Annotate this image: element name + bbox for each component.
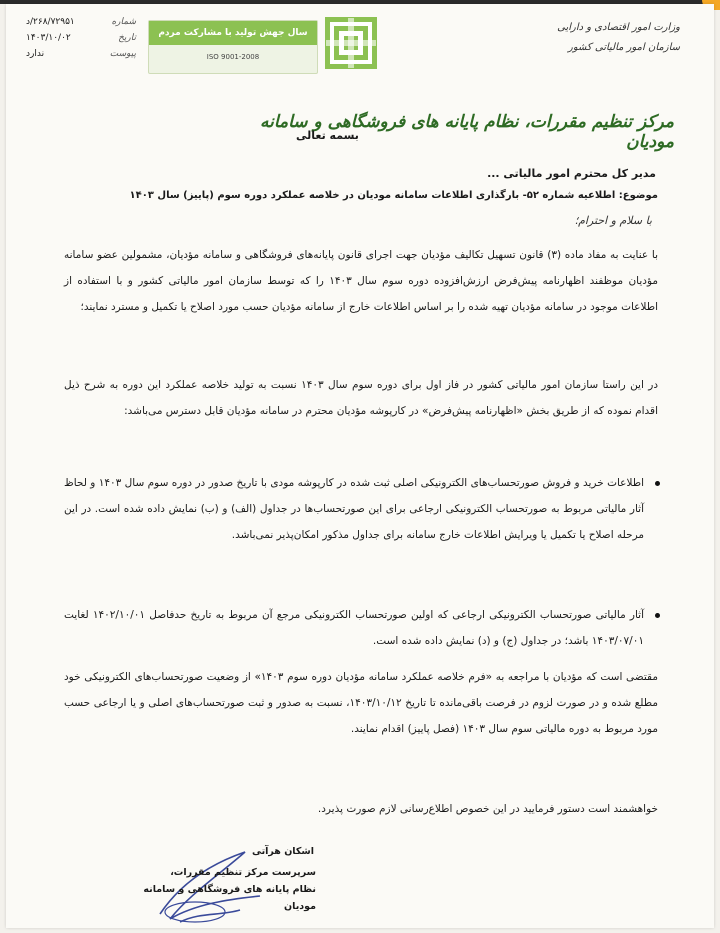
bismillah: بسمه تعالی xyxy=(296,129,359,142)
ministry-name: وزارت امور اقتصادی و دارایی xyxy=(557,22,680,33)
paragraph-closing: خواهشمند است دستور فرمایید در این خصوص اطلاع‌رسانی لازم صورت پذیرد. xyxy=(317,803,658,815)
paragraph-instruction: مقتضی است که مؤدیان با مراجعه به «فرم خلاصه عملکرد سامانه مؤدیان دوره سوم ۱۴۰۳» از وضعیت صورتحساب‌های الکترونیکی خود مطلع شده و در صورت لزوم در فرصت باقی‌مانده تا تاریخ ۱۴۰۳/۱۰/۱۲، نسبت به صدور و ثبت صورتحساب‌های اصلی و یا ارجاعی حسب مورد مربوط به دوره مالیاتی سوم سال ۱۴۰۳ (فصل پاییز) اقدام نمایند. xyxy=(64,671,658,735)
meta-attachment-label: پیوست xyxy=(109,49,136,59)
greeting: با سلام و احترام؛ xyxy=(574,214,652,227)
meta-number-row xyxy=(26,14,136,30)
tax-organization-emblem-icon xyxy=(324,16,378,70)
bullet-text-1: اطلاعات خرید و فروش صورتحساب‌های الکترونیکی اصلی ثبت شده در کارپوشه مودی با تاریخ صدور در دوره سوم سال ۱۴۰۳ و لحاظ آثار مالیاتی مربوط به صورتحساب الکترونیکی ارجاعی برای این صورتحساب‌ها در جداول (الف) و (ب) نمایش داده شده است. در این مرحله اصلاح یا تکمیل یا ویرایش اطلاعات خارج سامانه برای جداول مذکور امکان‌پذیر نمی‌باشد. xyxy=(64,477,644,541)
meta-date-value: ۱۴۰۳/۱۰/۰۲ xyxy=(26,33,71,43)
meta-date-row xyxy=(26,30,136,46)
signatory-role-line-1: سرپرست مرکز تنظیم مقررات، xyxy=(170,867,316,878)
bullet-text-2: آثار مالیاتی صورتحساب الکترونیکی ارجاعی که اولین صورتحساب الکترونیکی مرجع آن مربوط به تاریخ حدفاصل ۱۴۰۲/۱۰/۰۱ لغایت ۱۴۰۳/۰۷/۰۱ باشد؛ در جداول (ج) و (د) نمایش داده شده است. xyxy=(64,609,644,647)
addressee: مدیر کل محترم امور مالیاتی ... xyxy=(487,167,656,180)
meta-number-label: شماره xyxy=(111,17,136,27)
meta-attachment-value: ندارد xyxy=(26,49,45,59)
center-title: مرکز تنظیم مقررات، نظام پایانه های فروشگاهی و سامانه مودیان xyxy=(260,112,674,152)
signatory-role xyxy=(126,864,316,915)
letter-meta xyxy=(26,14,136,62)
signatory-name: اشکان هرآتی xyxy=(251,846,314,857)
bullet-dot-icon xyxy=(655,481,660,486)
bullet-item-1 xyxy=(64,470,658,548)
meta-date-label: تاریخ xyxy=(118,33,136,43)
organization-name: سازمان امور مالیاتی کشور xyxy=(568,42,680,53)
signatory-role-line-2: نظام پایانه های فروشگاهی و سامانه مودیان xyxy=(143,884,316,912)
meta-attachment-row xyxy=(26,46,136,62)
paragraph-intro: با عنایت به مفاد ماده (۳) قانون تسهیل تکالیف مؤدیان جهت اجرای قانون پایانه‌های فروشگاهی و سامانه مؤدیان، مشمولین عضو سامانه مؤدیان موظفند اظهارنامه پیش‌فرض ارزش‌افزوده دوره سوم سال ۱۴۰۳ را که توسط سازمان امور مالیاتی کشور و با استفاده از اطلاعات موجود در سامانه مؤدیان تهیه شده را بر اساس اطلاعات خارج از سامانه مؤدیان حسب مورد اصلاح یا تکمیل و مسترد نمایند؛ xyxy=(64,249,659,313)
meta-number-value: ۲۶۸/۷۲۹۵۱/د xyxy=(26,17,75,27)
iso-text: ISO 9001-2008 xyxy=(206,53,260,61)
ministry-block xyxy=(520,18,680,58)
bullet-item-2 xyxy=(64,602,658,654)
slogan-banner xyxy=(148,20,318,74)
letter-page xyxy=(6,4,714,928)
paragraph-context: در این راستا سازمان امور مالیاتی کشور در فاز اول برای دوره سوم سال ۱۴۰۳ نسبت به تولید خلاصه عملکرد این دوره به شرح ذیل اقدام نموده که از طریق بخش «اظهارنامه پیش‌فرض» در کارپوشه مؤدیان محترم در سامانه مؤدیان قابل دسترس می‌باشد: xyxy=(64,379,658,417)
slogan-text: سال جهش تولید با مشارکت مردم xyxy=(149,21,317,45)
subject-line: موضوع: اطلاعیه شماره ۵۲- بارگذاری اطلاعات سامانه مودیان در خلاصه عملکرد دوره سوم (پاییز) سال ۱۴۰۳ xyxy=(129,190,658,201)
bullet-dot-icon xyxy=(655,613,660,618)
